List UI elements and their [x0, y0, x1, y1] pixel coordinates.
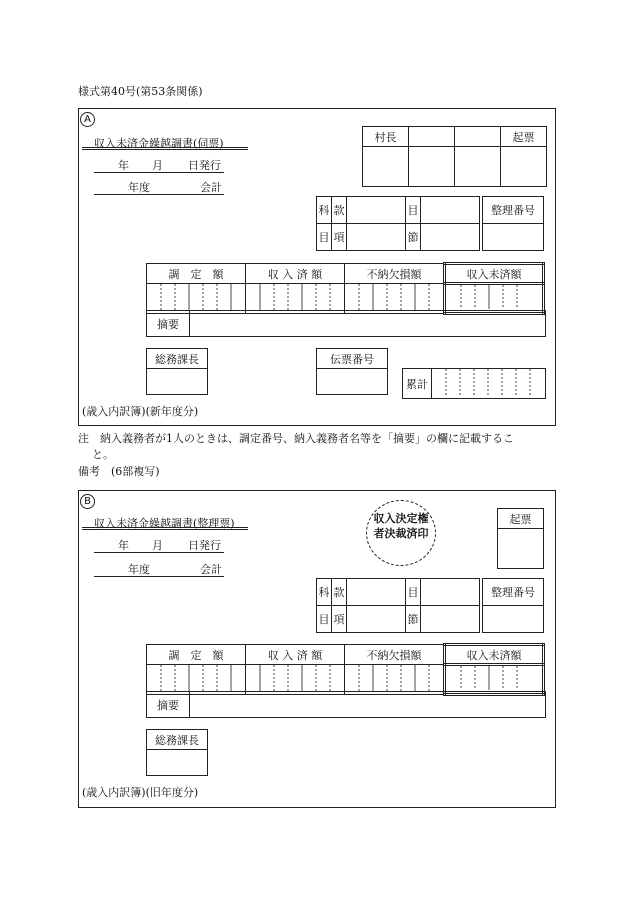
approval-stamp-cell [501, 147, 547, 187]
panel-b-fiscal-year: 年度 [128, 563, 150, 576]
summary-label: 摘要 [147, 311, 190, 337]
panel-a-ref-no [482, 196, 544, 251]
panel-b-date-day: 日発行 [188, 539, 221, 552]
panel-b-marker: B [80, 494, 95, 509]
panel-b-fiscal-underline [94, 576, 224, 577]
panel-a-footer: (歳入内訳簿)(新年度分) [82, 405, 199, 418]
panel-a-cumulative [402, 368, 546, 399]
general-affairs-chief-label: 総務課長 [147, 730, 208, 750]
panel-b-account: 会計 [200, 563, 222, 576]
summary-value [190, 692, 546, 718]
digit-guides [447, 666, 541, 690]
ka-label: 科 [317, 197, 332, 224]
kou-label: 項 [332, 606, 347, 633]
digit-guides [147, 284, 245, 310]
voucher-no-label: 伝票番号 [317, 349, 388, 369]
kan-label: 款 [332, 579, 347, 606]
panel-b-title: 収入未済金繰越調書(整理票) [94, 517, 235, 530]
assessed-header: 調 定 額 [147, 264, 246, 284]
uncollected-header: 収入未済額 [445, 264, 544, 284]
cumulative-value [432, 369, 546, 399]
moku-group-label: 目 [317, 606, 332, 633]
approval-stamp-cell [455, 147, 501, 187]
panel-b-date-year: 年 [118, 539, 129, 552]
panel-b-ref-no [482, 578, 544, 633]
kan-value [347, 197, 406, 224]
uncollected-header: 収入未済額 [445, 645, 544, 665]
moku-group-label: 目 [317, 224, 332, 251]
panel-a-summary [146, 310, 546, 337]
received-value [246, 284, 345, 314]
setsu-value [421, 606, 480, 633]
moku-value [421, 197, 480, 224]
kan-label: 款 [332, 197, 347, 224]
seal-line-1: 収入決定権 [373, 512, 429, 525]
panel-a-fiscal-underline [94, 194, 224, 195]
approval-cell [409, 127, 455, 147]
panel-a-date-day: 日発行 [188, 159, 221, 172]
panel-a-date-underline [94, 172, 224, 173]
panel-a-title-underline [82, 147, 248, 150]
panel-b-date-month: 月 [152, 539, 163, 552]
voucher-no-value [317, 369, 388, 395]
drafter-label: 起票 [498, 509, 544, 529]
digit-guides [246, 665, 344, 691]
panel-b-chief [146, 729, 208, 776]
moku-value [421, 579, 480, 606]
seal-line-2: 者決裁済印 [373, 527, 429, 540]
ref-no-label: 整理番号 [483, 579, 544, 606]
general-affairs-chief-label: 総務課長 [147, 349, 208, 369]
panel-a-title: 収入未済金繰越調書(伺票) [94, 137, 224, 150]
ref-no-label: 整理番号 [483, 197, 544, 224]
drafter-label: 起票 [501, 127, 547, 147]
received-header: 収 入 済 額 [246, 264, 345, 284]
moku-label: 目 [406, 579, 421, 606]
village-head-label: 村長 [363, 127, 409, 147]
digit-guides [147, 665, 245, 691]
panel-a-amounts [146, 262, 545, 315]
assessed-header: 調 定 額 [147, 645, 246, 665]
uncollected-value [445, 665, 544, 695]
kou-label: 項 [332, 224, 347, 251]
remarks: 備考 (6部複写) [78, 465, 160, 478]
panel-b-date-underline [94, 552, 224, 553]
panel-a-voucher [316, 348, 388, 395]
assessed-value [147, 665, 246, 695]
panel-b-title-underline [82, 527, 248, 530]
ref-no-value [483, 606, 544, 633]
panel-a-marker: A [80, 112, 95, 127]
panel-a-date-month: 月 [152, 159, 163, 172]
digit-guides [447, 285, 541, 309]
assessed-value [147, 284, 246, 314]
loss-value [345, 284, 445, 314]
panel-b-drafter [497, 508, 544, 569]
ka-label: 科 [317, 579, 332, 606]
drafter-stamp-cell [498, 529, 544, 569]
panel-b-amounts [146, 643, 545, 696]
panel-a-account: 会計 [200, 181, 222, 194]
form-number: 様式第40号(第53条関係) [78, 85, 203, 98]
kou-value [347, 606, 406, 633]
digit-guides [432, 369, 545, 395]
kou-value [347, 224, 406, 251]
approval-cell [455, 127, 501, 147]
received-value [246, 665, 345, 695]
panel-a-approval-table [362, 126, 547, 187]
digit-guides [345, 284, 443, 310]
panel-a-chief [146, 348, 208, 395]
ref-no-value [483, 224, 544, 251]
summary-label: 摘要 [147, 692, 190, 718]
loss-header: 不納欠損額 [345, 645, 445, 665]
loss-header: 不納欠損額 [345, 264, 445, 284]
panel-a-classification [316, 196, 480, 251]
setsu-label: 節 [406, 606, 421, 633]
chief-stamp-cell [147, 369, 208, 395]
approval-stamp-cell [409, 147, 455, 187]
panel-b-footer: (歳入内訳簿)(旧年度分) [82, 786, 199, 799]
panel-a-date-year: 年 [118, 159, 129, 172]
received-header: 収 入 済 額 [246, 645, 345, 665]
kan-value [347, 579, 406, 606]
digit-guides [345, 665, 443, 691]
cumulative-label: 累計 [403, 369, 432, 399]
panel-b-classification [316, 578, 480, 633]
loss-value [345, 665, 445, 695]
summary-value [190, 311, 546, 337]
panel-b-summary [146, 691, 546, 718]
digit-guides [246, 284, 344, 310]
note-line-2: と。 [92, 448, 114, 461]
setsu-value [421, 224, 480, 251]
approval-seal [366, 500, 436, 566]
chief-stamp-cell [147, 750, 208, 776]
approval-stamp-cell [363, 147, 409, 187]
moku-label: 目 [406, 197, 421, 224]
setsu-label: 節 [406, 224, 421, 251]
uncollected-value [445, 284, 544, 314]
panel-a-fiscal-year: 年度 [128, 181, 150, 194]
note-line-1: 注 納入義務者が1人のときは、調定番号、納入義務者名等を「摘要」の欄に記載するこ [78, 432, 514, 445]
